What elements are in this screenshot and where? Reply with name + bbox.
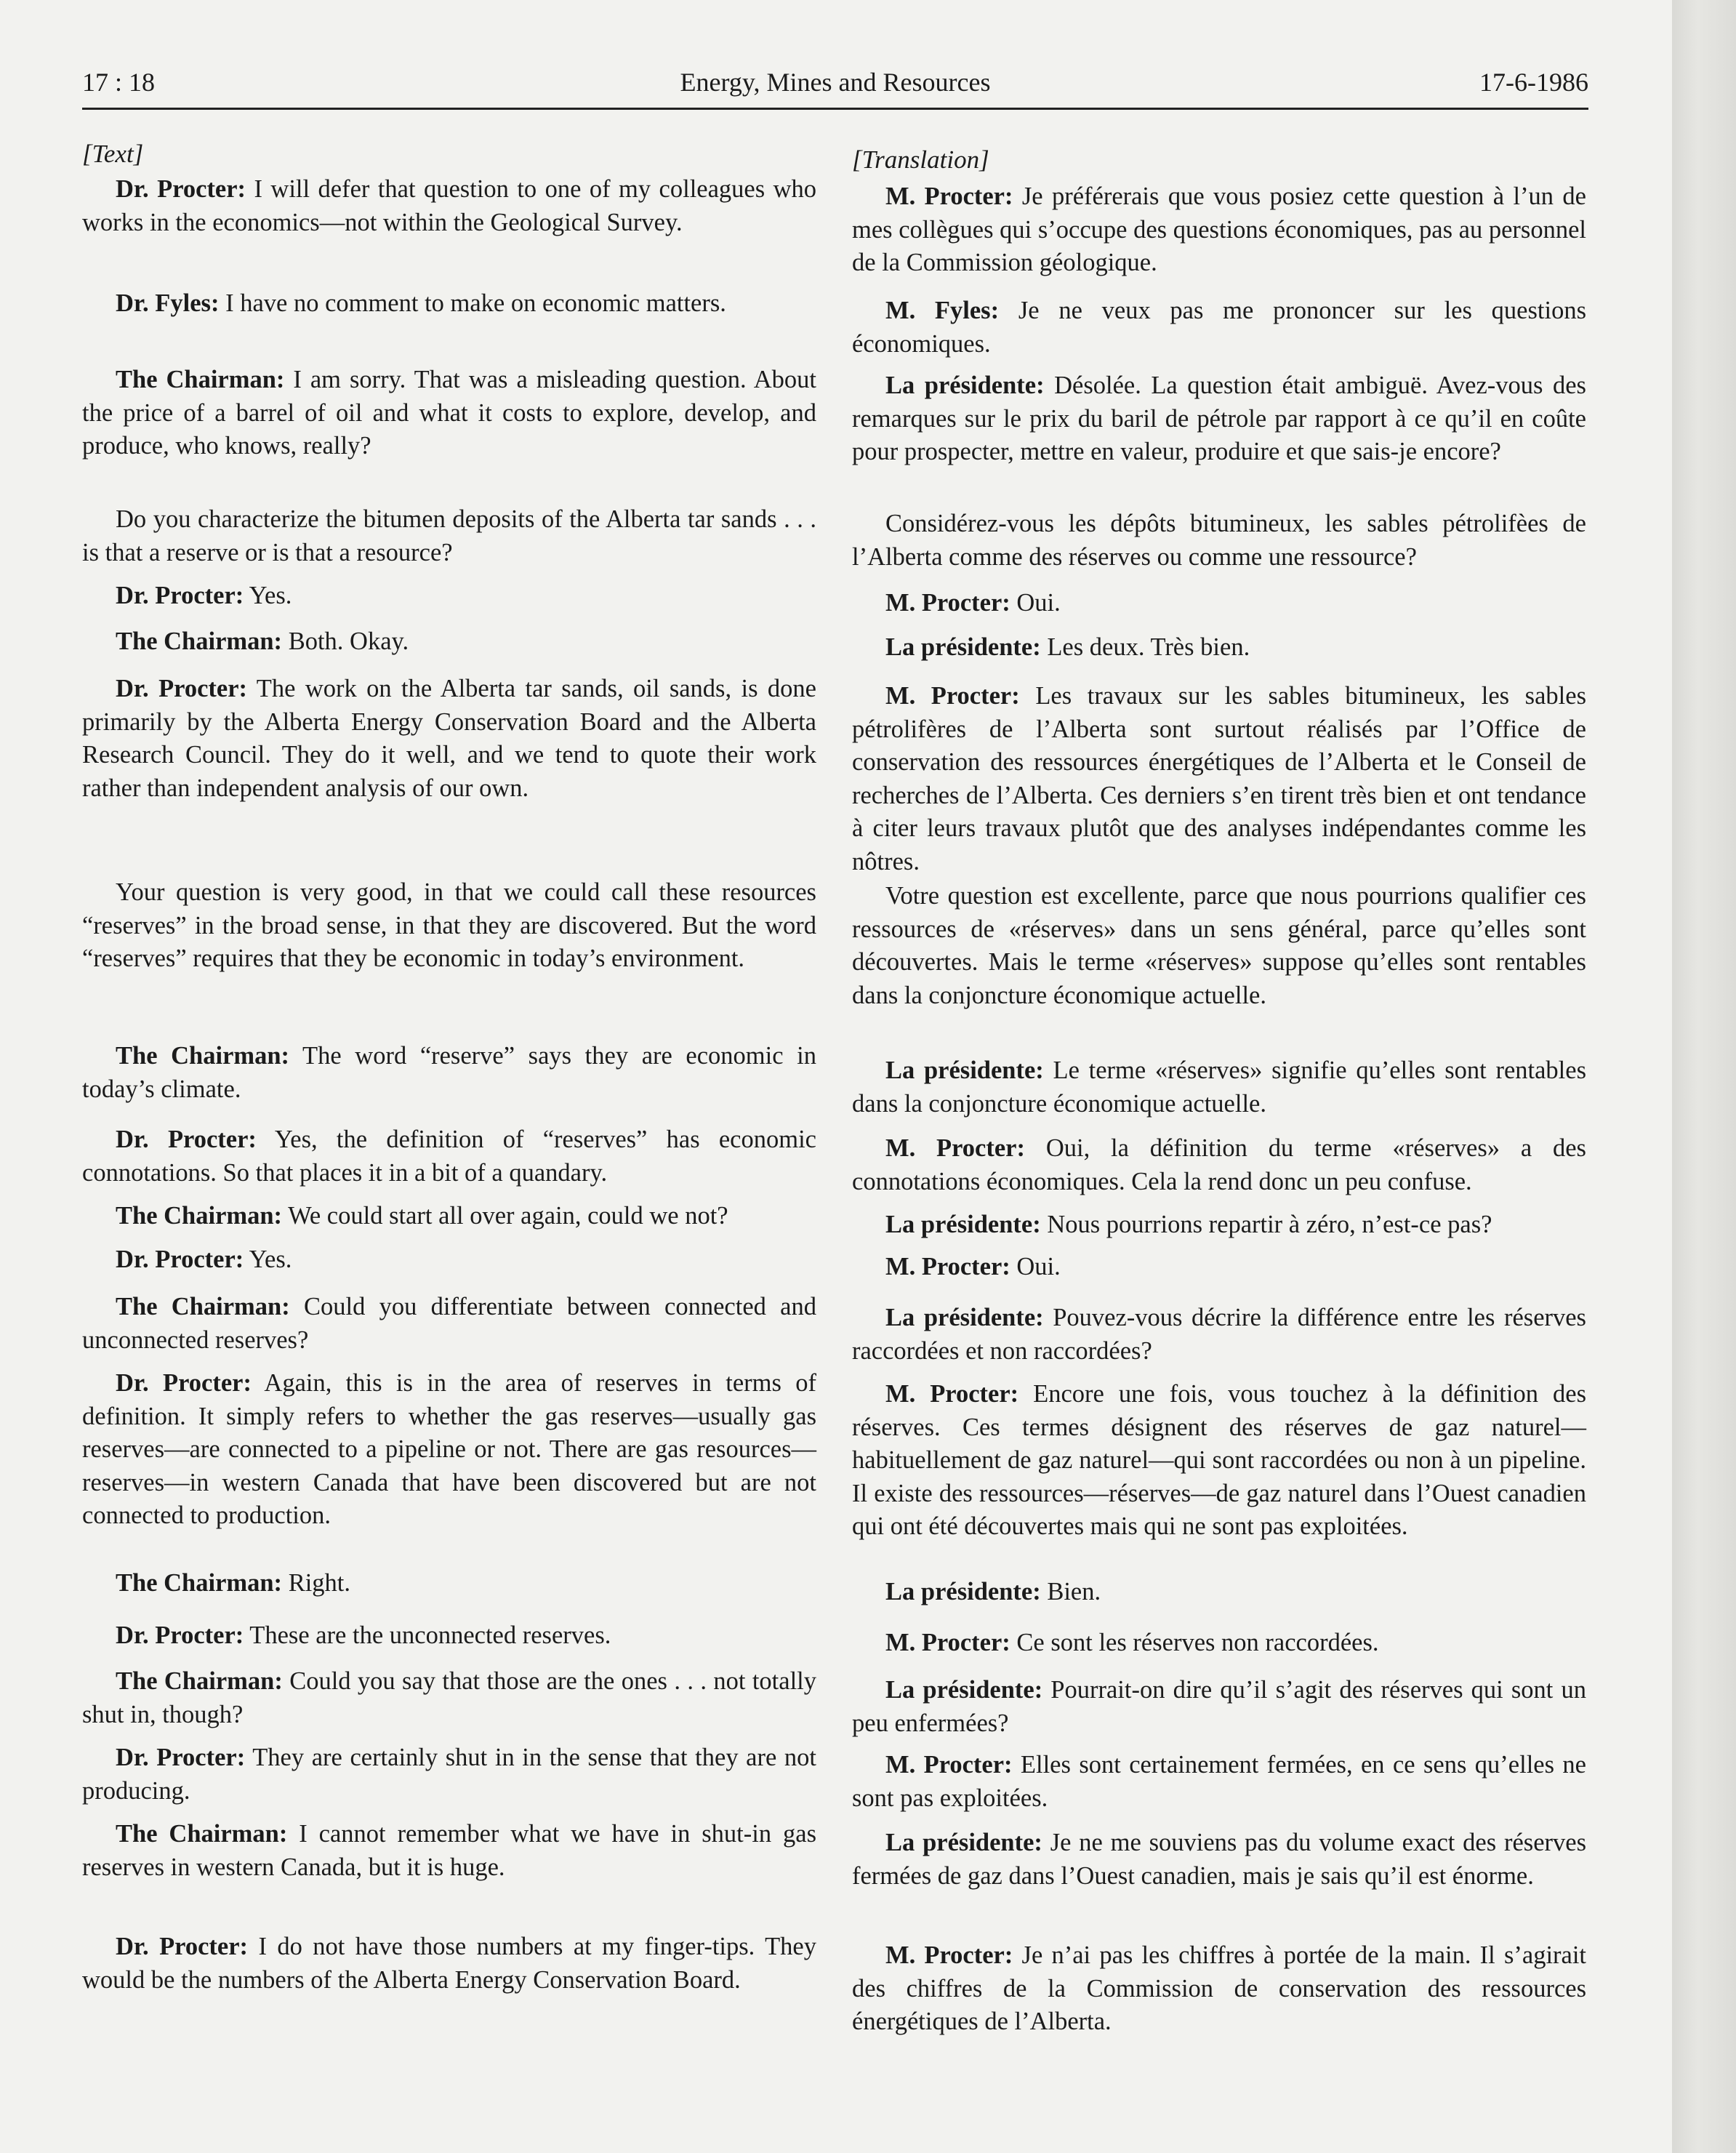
speaker-name: La présidente: [885,1829,1042,1856]
paragraph-text: Je ne me souviens pas du volume exact des réserves fermées de gaz dans l’Ouest canadien, mais je sais qu’il est énorme. [852,1829,1586,1890]
paragraph [852,508,1586,574]
speaker-name: The Chairman: [116,1820,288,1848]
paragraph [852,631,1586,665]
speaker-name: M. Procter: [885,1134,1025,1162]
paragraph-text: Je ne veux pas me prononcer sur les questions économiques. [852,297,1586,358]
speaker-name: Dr. Procter: [116,1933,249,1960]
paragraph [82,1818,816,1884]
paragraph [82,1367,816,1533]
paragraph-text: I will defer that question to one of my colleagues who works in the economics—not within the Geological Survey. [82,175,816,236]
speaker-name: Dr. Procter: [116,675,248,702]
paragraph-text: Les travaux sur les sables bitumineux, les sables pétrolifères de l’Alberta sont surtout réalisés par l’Office de conservation des ressources énergétiques de l’Alberta et le Conseil de recherches de l’Alberta. Ces derniers s’en tirent très bien et ont tendance à citer leurs travaux plutôt que des analyses indépendantes comme les nôtres. [852,682,1586,875]
paragraph [852,880,1586,1012]
paragraph [852,1251,1586,1284]
paragraph [82,673,816,805]
speaker-name: La présidente: [885,1211,1041,1238]
speaker-name: La présidente: [885,1057,1044,1084]
paragraph-text: Oui. [1010,589,1061,617]
speaker-name: The Chairman: [116,1042,290,1070]
speaker-name: La présidente: [885,1676,1043,1704]
paragraph [82,1619,816,1653]
speaker-name: M. Procter: [885,1629,1010,1656]
speaker-name: La présidente: [885,372,1045,399]
speaker-name: Dr. Procter: [116,1369,252,1397]
header-date: 17-6-1986 [1479,68,1588,97]
speaker-name: Dr. Procter: [116,582,244,609]
paragraph-text: Nous pourrions repartir à zéro, n’est-ce pas? [1040,1211,1492,1238]
paragraph [82,287,816,321]
column-label: [Translation] [852,145,989,174]
speaker-name: M. Procter: [885,589,1010,617]
paragraph [82,1741,816,1808]
paragraph-text: Désolée. La question était ambiguë. Avez-vous des remarques sur le prix du baril de pétrole par rapport à ce qu’il en coûte pour prospecter, mettre en valeur, produire et que sais-je encore? [852,372,1586,465]
paragraph [82,1291,816,1357]
paragraph [82,1243,816,1277]
paragraph [82,1200,816,1233]
page-number: 17 : 18 [82,68,156,97]
speaker-name: Dr. Procter: [116,175,246,203]
paragraph [852,680,1586,878]
paragraph [82,364,816,463]
paragraph [82,876,816,976]
speaker-name: The Chairman: [116,1202,283,1230]
paragraph-text: We could start all over again, could we not? [282,1202,728,1230]
paragraph [852,1132,1586,1198]
speaker-name: M. Procter: [885,682,1020,710]
speaker-name: M. Procter: [885,1380,1019,1408]
paragraph-text: Considérez-vous les dépôts bitumineux, les sables pétrolifèes de l’Alberta comme des réserves ou comme une ressource? [852,510,1586,571]
paragraph-text: Votre question est excellente, parce que nous pourrions qualifier ces ressources de «réserves» dans un sens général, parce qu’elles sont découvertes. Mais le terme «réserves» suppose qu’elles sont rentables dans la conjoncture économique actuelle. [852,882,1586,1009]
paragraph-text: Bien. [1040,1578,1101,1605]
paragraph-text: Oui, la définition du terme «réserves» a des connotations économiques. Cela la rend donc un peu confuse. [852,1134,1586,1195]
speaker-name: The Chairman: [116,1667,283,1695]
paragraph-text: Yes. [244,1246,292,1273]
paragraph [852,180,1586,280]
paragraph [82,625,816,659]
paragraph [852,1674,1586,1740]
paragraph [852,369,1586,469]
paragraph [82,173,816,239]
paragraph-text: Ce sont les réserves non raccordées. [1010,1629,1379,1656]
speaker-name: La présidente: [885,1304,1044,1331]
paragraph-text: Right. [282,1569,350,1597]
column-label: [Text] [82,140,144,168]
paragraph [852,1054,1586,1120]
paragraph [82,580,816,613]
paragraph [82,1123,816,1190]
running-title: Energy, Mines and Resources [680,68,991,97]
paragraph-text: Elles sont certainement fermées, en ce sens qu’elles ne sont pas exploitées. [852,1751,1586,1812]
page-edge [1672,0,1736,2153]
paragraph-text: These are the unconnected reserves. [244,1621,611,1649]
paragraph [82,1665,816,1731]
paragraph-text: Je n’ai pas les chiffres à portée de la main. Il s’agirait des chiffres de la Commission de conservation des ressources énergétiques de l’Alberta. [852,1941,1587,2035]
paragraph-text: I am sorry. That was a misleading question. About the price of a barrel of oil and what it costs to explore, develop, and produce, who knows, really? [82,366,816,460]
paragraph [852,587,1586,620]
speaker-name: La présidente: [885,633,1041,661]
paragraph-text: Could you say that those are the ones . . . not totally shut in, though? [82,1667,816,1728]
paragraph-text: I cannot remember what we have in shut-in gas reserves in western Canada, but it is huge. [82,1820,816,1881]
paragraph-text: Le terme «réserves» signifie qu’elles sont rentables dans la conjoncture économique actuelle. [852,1057,1586,1118]
speaker-name: M. Procter: [885,1253,1010,1280]
paragraph-text: Your question is very good, in that we could call these resources “reserves” in the broad sense, in that they are discovered. But the word “reserves” requires that they be economic in today’s environment. [82,878,816,972]
paragraph-text: Oui. [1010,1253,1061,1280]
paragraph [852,1302,1586,1368]
paragraph-text: I have no comment to make on economic matters. [219,289,726,317]
paragraph-text: Pouvez-vous décrire la différence entre les réserves raccordées et non raccordées? [852,1304,1586,1365]
speaker-name: Dr. Procter: [116,1744,246,1771]
paragraph [82,503,816,569]
paragraph [82,1040,816,1106]
paragraph [852,1378,1586,1544]
paragraph-text: Je préférerais que vous posiez cette question à l’un de mes collègues qui s’occupe des questions économiques, pas au personnel de la Commission géologique. [852,183,1586,276]
speaker-name: M. Procter: [885,1941,1013,1969]
speaker-name: Dr. Procter: [116,1246,244,1273]
paragraph-text: Do you characterize the bitumen deposits of the Alberta tar sands . . . is that a reserve or is that a resource? [82,505,816,566]
paragraph [852,1827,1586,1893]
paragraph-text: I do not have those numbers at my finger-tips. They would be the numbers of the Alberta Energy Conservation Board. [82,1933,816,1994]
paragraph [852,1939,1586,2039]
paragraph-text: The word “reserve” says they are economic in today’s climate. [82,1042,816,1103]
speaker-name: Dr. Procter: [116,1126,257,1153]
speaker-name: M. Fyles: [885,297,1000,324]
speaker-name: La présidente: [885,1578,1041,1605]
paragraph-text: Both. Okay. [282,628,409,655]
paragraph-text: The work on the Alberta tar sands, oil sands, is done primarily by the Alberta Energy Conservation Board and the Alberta Research Council. They do it well, and we tend to quote their work rather than independent analysis of our own. [82,675,816,802]
speaker-name: M. Procter: [885,1751,1013,1779]
speaker-name: The Chairman: [116,366,285,393]
paragraph [852,1208,1586,1242]
paragraph-text: They are certainly shut in in the sense that they are not producing. [82,1744,816,1805]
paragraph [82,1931,816,1997]
speaker-name: The Chairman: [116,1293,290,1320]
french-column [852,0,1586,2153]
paragraph [852,294,1586,361]
paragraph [852,1627,1586,1660]
paragraph [82,1567,816,1600]
paragraph-text: Yes, the definition of “reserves” has economic connotations. So that places it in a bit of a quandary. [82,1126,816,1187]
paragraph-text: Could you differentiate between connected and unconnected reserves? [82,1293,816,1354]
paragraph-text: Pourrait-on dire qu’il s’agit des réserves qui sont un peu enfermées? [852,1676,1586,1737]
english-column [82,0,816,2153]
speaker-name: Dr. Procter: [116,1621,244,1649]
speaker-name: The Chairman: [116,628,283,655]
speaker-name: M. Procter: [885,183,1013,210]
paragraph-text: Les deux. Très bien. [1040,633,1250,661]
paragraph [852,1576,1586,1609]
paragraph-text: Yes. [244,582,292,609]
paragraph-text: Encore une fois, vous touchez à la définition des réserves. Ces termes désignent des réserves de gaz naturel—habituellement de gaz naturel—qui sont raccordées ou non à un pipeline. Il existe des ressources—réserves—de gaz naturel dans l’Ouest canadien qui ont été découvertes mais qui ne sont pas exploitées. [852,1380,1586,1540]
speaker-name: Dr. Fyles: [116,289,220,317]
paragraph [852,1749,1586,1815]
speaker-name: The Chairman: [116,1569,283,1597]
paragraph-text: Again, this is in the area of reserves in terms of definition. It simply refers to whether the gas reserves—usually gas reserves—are connected to a pipeline or not. There are gas resources—reserves—in western Canada that have been discovered but are not connected to production. [82,1369,817,1529]
